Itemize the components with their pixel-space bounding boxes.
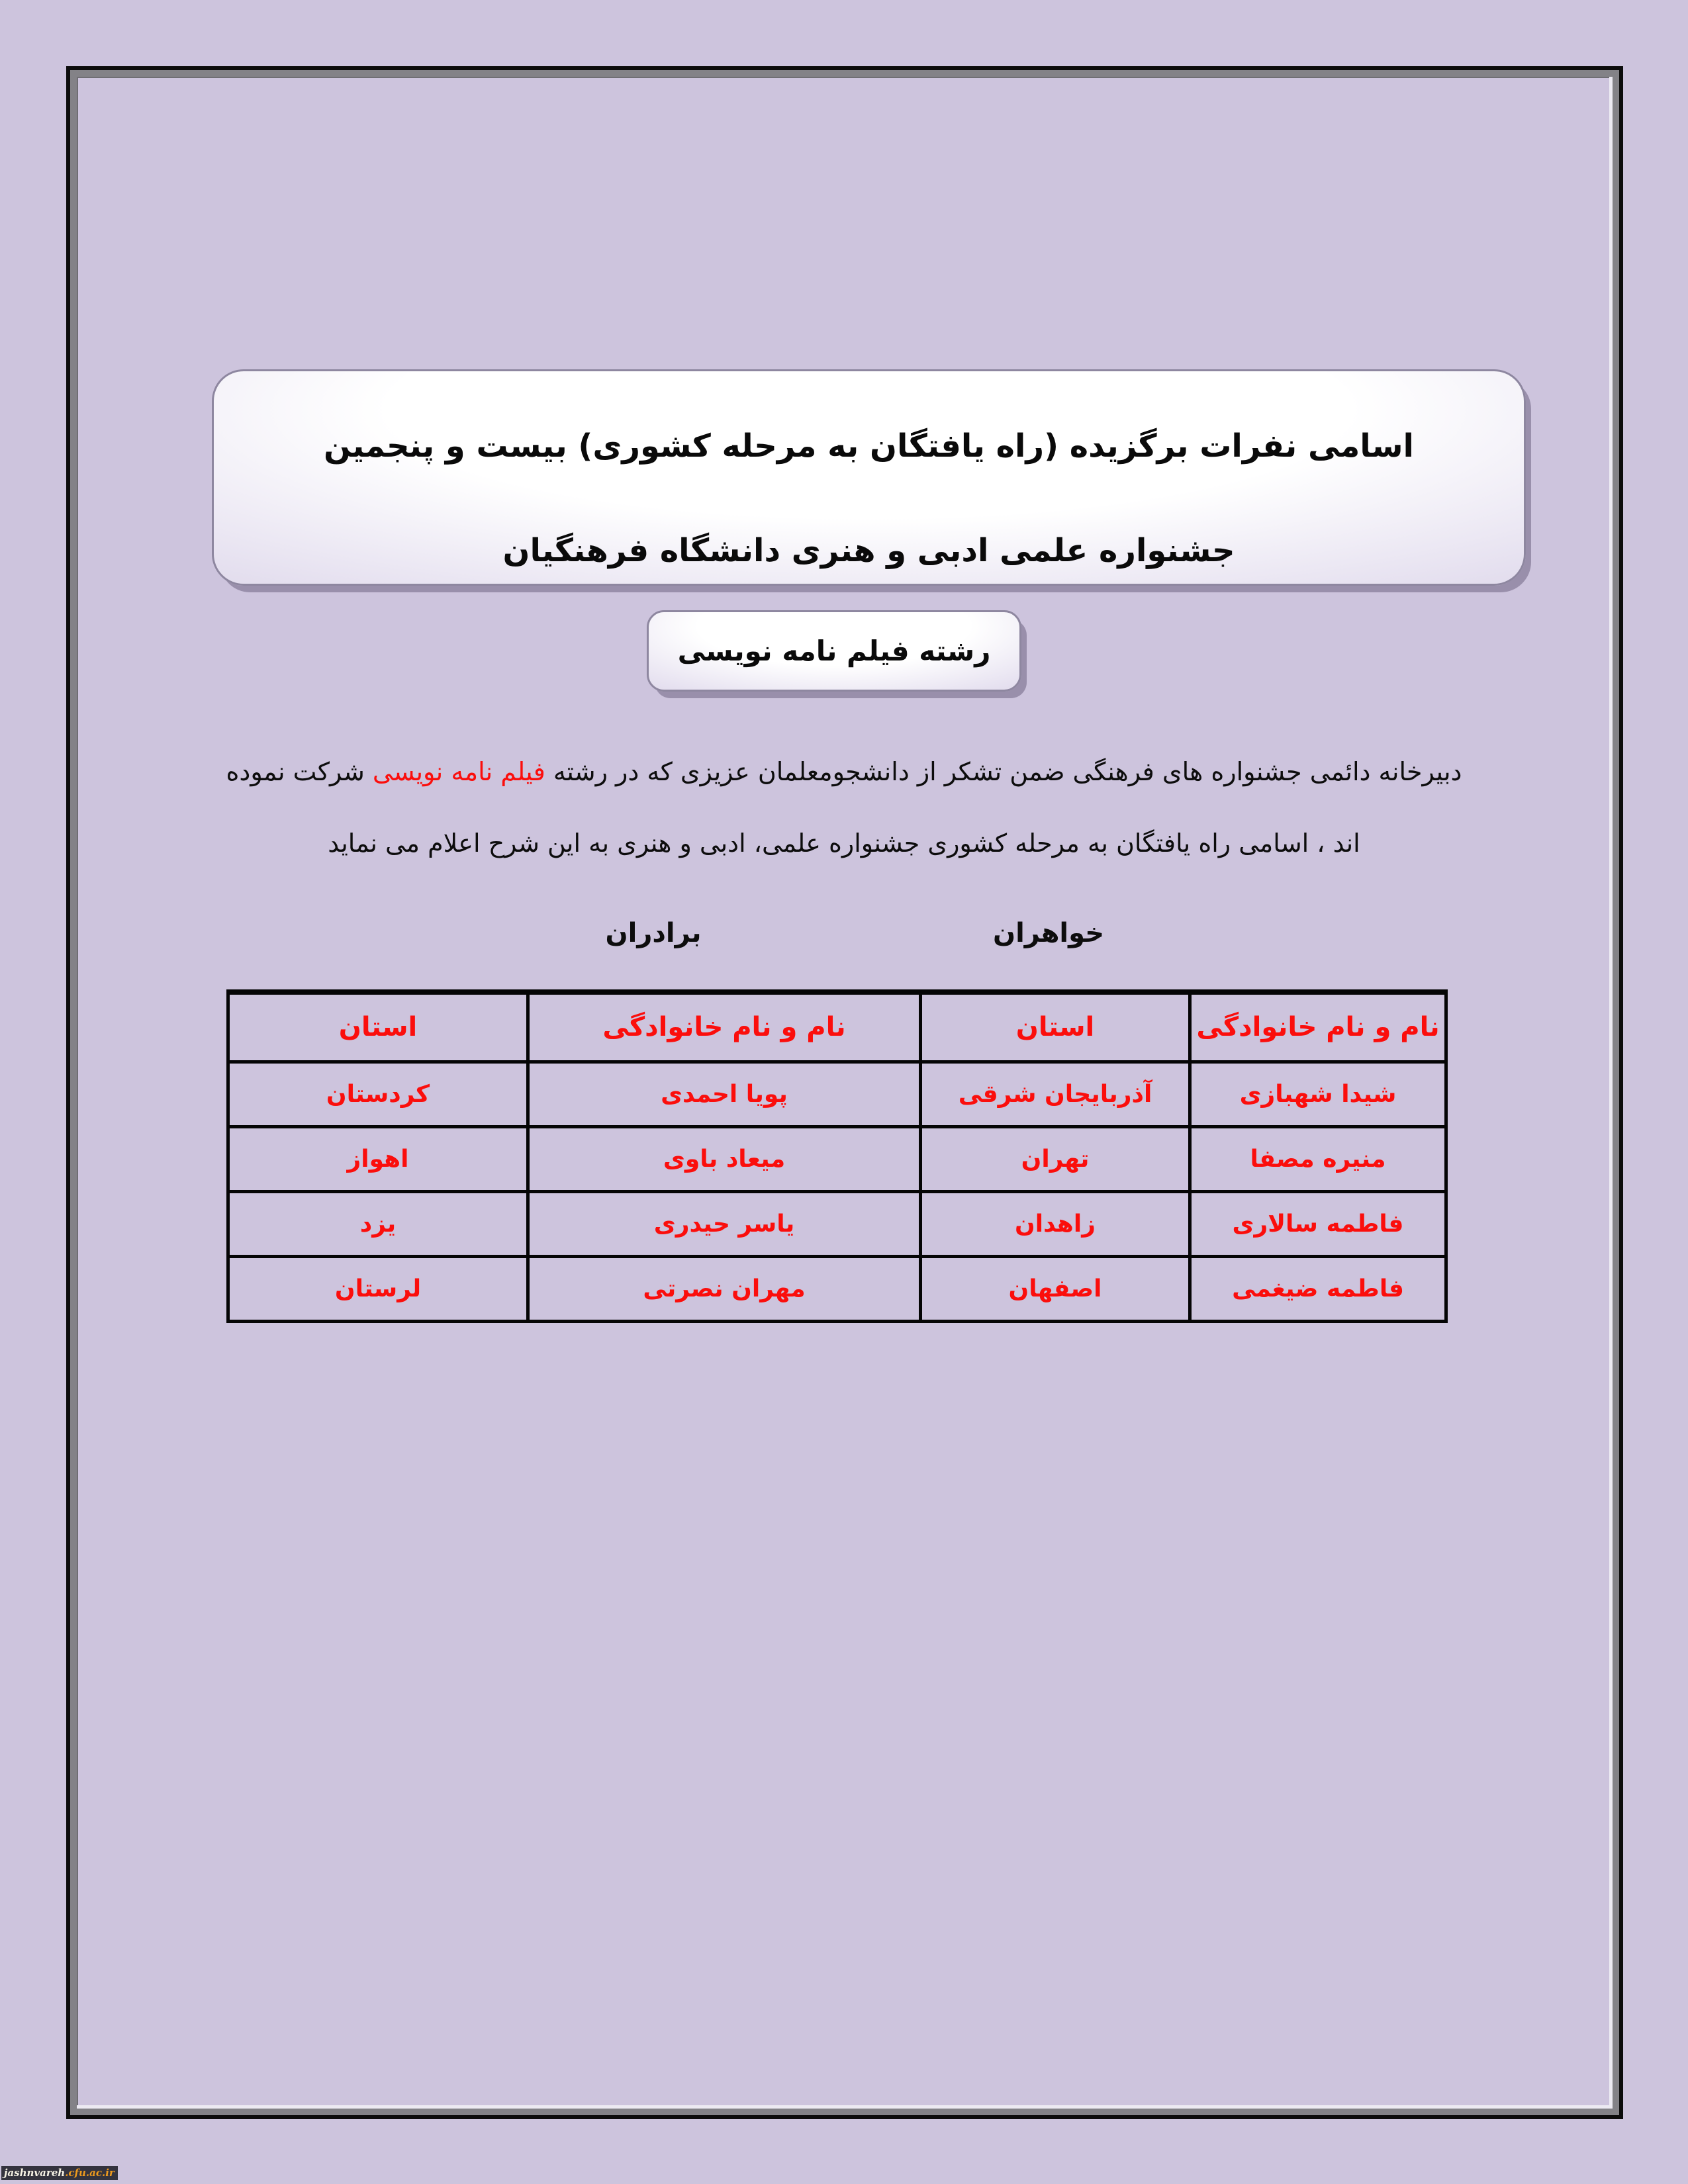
intro-line-1	[99, 736, 1589, 807]
cell-province-sister: اصفهان	[921, 1256, 1190, 1321]
table-header-row	[228, 992, 1446, 1062]
intro-line-1-prefix: دبیرخانه دائمی جشنواره های فرهنگی ضمن تشکر از دانشجومعلمان عزیزی که در رشته	[545, 757, 1462, 786]
field-badge-label: رشته فیلم نامه نویسی	[677, 635, 991, 667]
cell-name-sister: شیدا شهبازی	[1190, 1062, 1446, 1126]
group-label-brothers: برادران	[605, 918, 702, 948]
table-row	[228, 1126, 1446, 1191]
results-table	[226, 989, 1448, 1323]
table-row	[228, 1191, 1446, 1256]
cell-name-sister: فاطمه ضیغمی	[1190, 1256, 1446, 1321]
cell-name-brother: پویا احمدی	[528, 1062, 921, 1126]
cell-name-brother: میعاد باوی	[528, 1126, 921, 1191]
title-box	[212, 369, 1526, 586]
field-badge	[647, 610, 1021, 692]
cell-province-sister: تهران	[921, 1126, 1190, 1191]
group-label-sisters: خواهران	[992, 918, 1105, 948]
cell-name-brother: مهران نصرتی	[528, 1256, 921, 1321]
watermark-domain: .cfu.ac.ir	[65, 2167, 115, 2179]
intro-field-highlight: فیلم نامه نویسی	[372, 757, 545, 786]
cell-province-brother: اهواز	[228, 1126, 528, 1191]
intro-paragraph	[99, 736, 1589, 879]
intro-line-1-suffix: شرکت نموده	[226, 757, 373, 786]
title-line-2: جشنواره علمی ادبی و هنری دانشگاه فرهنگیان	[502, 532, 1235, 569]
cell-province-sister: زاهدان	[921, 1191, 1190, 1256]
cell-name-sister: منیره مصفا	[1190, 1126, 1446, 1191]
cell-province-brother: لرستان	[228, 1256, 528, 1321]
cell-name-sister: فاطمه سالاری	[1190, 1191, 1446, 1256]
watermark-badge	[1, 2166, 118, 2180]
watermark-site-name: jashnvareh	[4, 2167, 66, 2179]
header-name-sisters: نام و نام خانوادگی	[1190, 992, 1446, 1062]
cell-province-brother: یزد	[228, 1191, 528, 1256]
header-name-brothers: نام و نام خانوادگی	[528, 992, 921, 1062]
table-row	[228, 1256, 1446, 1321]
cell-province-brother: کردستان	[228, 1062, 528, 1126]
title-line-1: اسامی نفرات برگزیده (راه یافتگان به مرحله کشوری) بیست و پنجمین	[324, 428, 1414, 465]
cell-name-brother: یاسر حیدری	[528, 1191, 921, 1256]
header-province-sisters: استان	[921, 992, 1190, 1062]
cell-province-sister: آذربایجان شرقی	[921, 1062, 1190, 1126]
header-province-brothers: استان	[228, 992, 528, 1062]
intro-line-2: اند ، اسامی راه یافتگان به مرحله کشوری جشنواره علمی، ادبی و هنری به این شرح اعلام می نماید	[328, 829, 1360, 858]
table-row	[228, 1062, 1446, 1126]
